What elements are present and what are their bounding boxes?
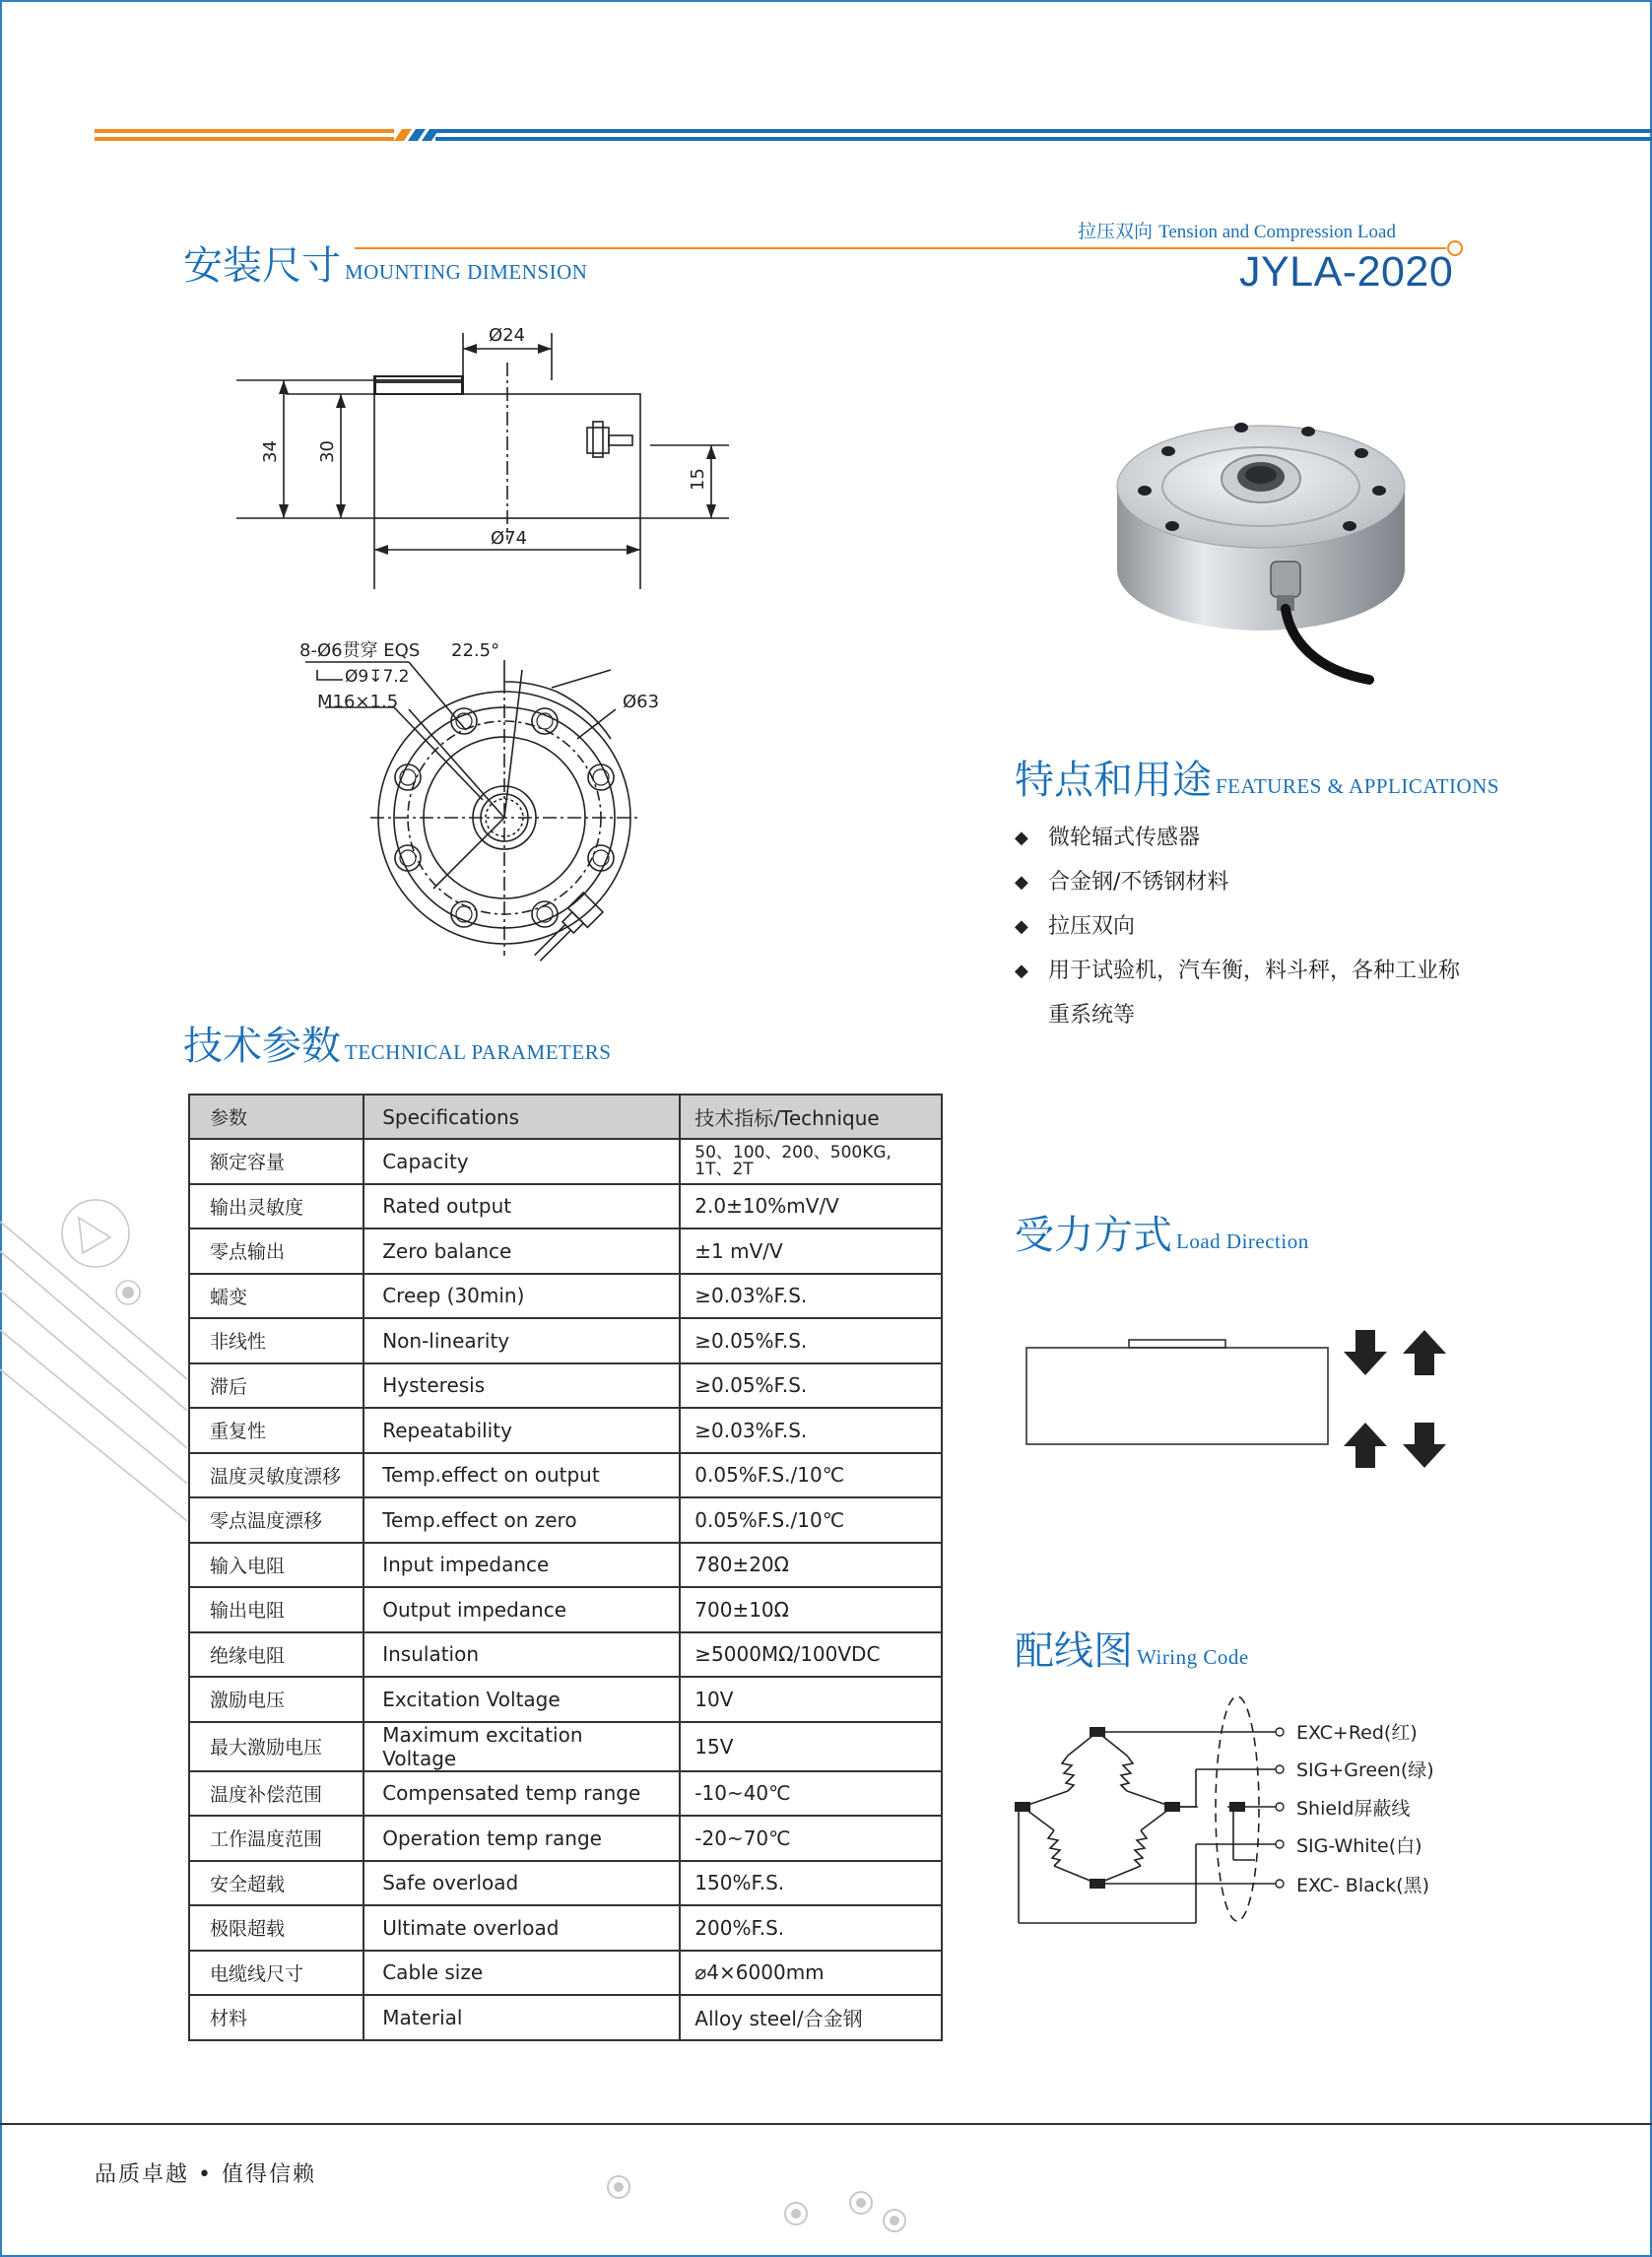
arrow-up-icon — [1344, 1423, 1387, 1468]
table-row — [189, 1587, 942, 1632]
table-cell: 零点温度漂移 — [189, 1497, 363, 1543]
table-cell: Excitation Voltage — [363, 1677, 680, 1722]
model-number: JYLA-2020 — [1239, 248, 1454, 296]
side-view-drawing — [236, 313, 749, 599]
table-cell: Capacity — [363, 1139, 680, 1184]
table-cell: 绝缘电阻 — [189, 1632, 363, 1678]
dim-cable-height: 15 — [688, 468, 708, 491]
dim-body-dia: Ø74 — [491, 528, 528, 549]
top-stripe — [95, 126, 1652, 144]
table-cell: 安全超载 — [189, 1861, 363, 1906]
table-cell: Safe overload — [363, 1861, 680, 1906]
table-row — [189, 1453, 942, 1498]
table-row — [189, 1228, 942, 1274]
footer-slogan: 品质卓越 • 值得信赖 — [95, 2162, 316, 2187]
table-cell: Non-linearity — [363, 1318, 680, 1363]
table-cell: Compensated temp range — [363, 1771, 680, 1817]
table-cell: 材料 — [189, 1995, 363, 2040]
table-cell: Hysteresis — [363, 1363, 680, 1409]
table-cell: 电缆线尺寸 — [189, 1951, 363, 1996]
table-cell: 重复性 — [189, 1408, 363, 1453]
table-cell: Ultimate overload — [363, 1905, 680, 1951]
list-item: ◆ 用于试验机，汽车衡，料斗秤，各种工业称重系统等 — [1015, 949, 1478, 1037]
table-cell: -20~70℃ — [680, 1816, 942, 1861]
dim-holes: 8-Ø6贯穿 EQS — [299, 640, 421, 661]
table-row — [189, 1274, 942, 1319]
col-header: Specifications — [363, 1095, 680, 1139]
table-cell: ≥0.03%F.S. — [680, 1408, 942, 1453]
table-cell: 700±10Ω — [680, 1587, 942, 1632]
wiring-diagram — [1009, 1687, 1462, 1933]
table-cell: Alloy steel/合金钢 — [680, 1995, 942, 2040]
diamond-bullet-icon: ◆ — [1015, 916, 1028, 937]
table-cell: Creep (30min) — [363, 1274, 680, 1319]
arrow-up-icon — [1403, 1330, 1446, 1375]
features-list — [1015, 816, 1478, 1037]
table-row — [189, 1861, 942, 1906]
table-cell: 最大激励电压 — [189, 1722, 363, 1771]
table-row — [189, 1363, 942, 1409]
list-item: ◆ 微轮辐式传感器 — [1015, 816, 1478, 860]
wire-label: SIG-White(白) — [1296, 1835, 1422, 1857]
table-cell: 10V — [680, 1677, 942, 1722]
wiring-heading: 配线图 Wiring Code — [1015, 1628, 1249, 1674]
table-cell: 额定容量 — [189, 1139, 363, 1184]
features-heading: 特点和用途 FEATURES & APPLICATIONS — [1015, 758, 1500, 803]
table-cell: 蠕变 — [189, 1274, 363, 1319]
table-header-row — [189, 1095, 942, 1139]
table-cell: -10~40℃ — [680, 1771, 942, 1817]
table-row — [189, 1184, 942, 1229]
table-cell: Material — [363, 1995, 680, 2040]
table-cell: 极限超载 — [189, 1905, 363, 1951]
table-cell: Maximum excitation Voltage — [363, 1722, 680, 1771]
dim-height-body: 30 — [317, 440, 338, 463]
table-row — [189, 1905, 942, 1951]
col-header: 参数 — [189, 1095, 363, 1139]
list-item: ◆ 拉压双向 — [1015, 904, 1478, 949]
table-cell: Cable size — [363, 1951, 680, 1996]
type-label: 拉压双向 Tension and Compression Load — [1078, 221, 1396, 242]
diamond-bullet-icon: ◆ — [1015, 961, 1028, 981]
table-cell: ≥0.05%F.S. — [680, 1318, 942, 1363]
table-cell: 温度补偿范围 — [189, 1771, 363, 1817]
table-cell: 激励电压 — [189, 1677, 363, 1722]
decorative-lines — [0, 1182, 187, 1557]
table-cell: 15V — [680, 1722, 942, 1771]
table-row — [189, 1139, 942, 1184]
table-cell: 0.05%F.S./10℃ — [680, 1497, 942, 1543]
table-row — [189, 1318, 942, 1363]
table-cell: 工作温度范围 — [189, 1816, 363, 1861]
product-photo — [1103, 404, 1419, 699]
table-row — [189, 1408, 942, 1453]
table-cell: Temp.effect on zero — [363, 1497, 680, 1543]
table-row — [189, 1995, 942, 2040]
table-cell: 输出灵敏度 — [189, 1184, 363, 1229]
wire-label: EXC- Black(黑) — [1296, 1875, 1430, 1896]
footer-decoration — [591, 2167, 926, 2256]
table-row — [189, 1771, 942, 1817]
table-cell: Zero balance — [363, 1228, 680, 1274]
table-cell: ≥5000MΩ/100VDC — [680, 1632, 942, 1678]
wire-label: Shield屏蔽线 — [1296, 1798, 1411, 1820]
diamond-bullet-icon: ◆ — [1015, 872, 1028, 893]
wire-label: EXC+Red(红) — [1296, 1722, 1418, 1744]
table-cell: 滞后 — [189, 1363, 363, 1409]
arrow-down-icon — [1344, 1330, 1387, 1375]
table-cell: Insulation — [363, 1632, 680, 1678]
arrow-down-icon — [1403, 1423, 1446, 1468]
table-cell: 温度灵敏度漂移 — [189, 1453, 363, 1498]
table-cell: Temp.effect on output — [363, 1453, 680, 1498]
table-cell: 2.0±10%mV/V — [680, 1184, 942, 1229]
table-cell: 零点输出 — [189, 1228, 363, 1274]
table-row — [189, 1497, 942, 1543]
dim-top-dia: Ø24 — [489, 325, 526, 346]
table-cell: 0.05%F.S./10℃ — [680, 1453, 942, 1498]
list-item: ◆ 合金钢/不锈钢材料 — [1015, 860, 1478, 904]
table-row — [189, 1632, 942, 1678]
table-cell: ±1 mV/V — [680, 1228, 942, 1274]
dim-pcd: Ø63 — [623, 692, 660, 712]
table-cell: ≥0.03%F.S. — [680, 1274, 942, 1319]
table-cell: 输出电阻 — [189, 1587, 363, 1632]
table-cell: 150%F.S. — [680, 1861, 942, 1906]
table-cell: Input impedance — [363, 1543, 680, 1588]
table-cell: 50、100、200、500KG, 1T、2T — [680, 1139, 942, 1184]
load-direction-diagram — [1021, 1330, 1464, 1478]
technical-heading: 技术参数 TECHNICAL PARAMETERS — [183, 1024, 612, 1069]
diamond-bullet-icon: ◆ — [1015, 828, 1028, 848]
dim-angle: 22.5° — [451, 640, 500, 661]
col-header: 技术指标/Technique — [680, 1095, 942, 1139]
table-cell: 200%F.S. — [680, 1905, 942, 1951]
dim-thread: M16×1.5 — [317, 692, 399, 712]
table-cell: 780±20Ω — [680, 1543, 942, 1588]
footer-divider — [0, 2123, 1652, 2125]
table-row — [189, 1816, 942, 1861]
table-cell: ≥0.05%F.S. — [680, 1363, 942, 1409]
table-cell: Output impedance — [363, 1587, 680, 1632]
table-cell: 非线性 — [189, 1318, 363, 1363]
table-cell: Rated output — [363, 1184, 680, 1229]
dim-height-total: 34 — [260, 440, 281, 463]
table-cell: Operation temp range — [363, 1816, 680, 1861]
table-row — [189, 1951, 942, 1996]
table-cell: Repeatability — [363, 1408, 680, 1453]
table-cell: ⌀4×6000mm — [680, 1951, 942, 1996]
load-heading: 受力方式 Load Direction — [1015, 1213, 1309, 1258]
table-row — [189, 1677, 942, 1722]
table-cell: 输入电阻 — [189, 1543, 363, 1588]
dim-counterbore: Ø9↧7.2 — [345, 667, 410, 687]
table-row — [189, 1722, 942, 1771]
spec-table — [188, 1094, 943, 2041]
mounting-heading: 安装尺寸 MOUNTING DIMENSION — [183, 243, 588, 289]
top-view-drawing — [286, 631, 680, 995]
table-row — [189, 1543, 942, 1588]
wire-label: SIG+Green(绿) — [1296, 1759, 1434, 1781]
